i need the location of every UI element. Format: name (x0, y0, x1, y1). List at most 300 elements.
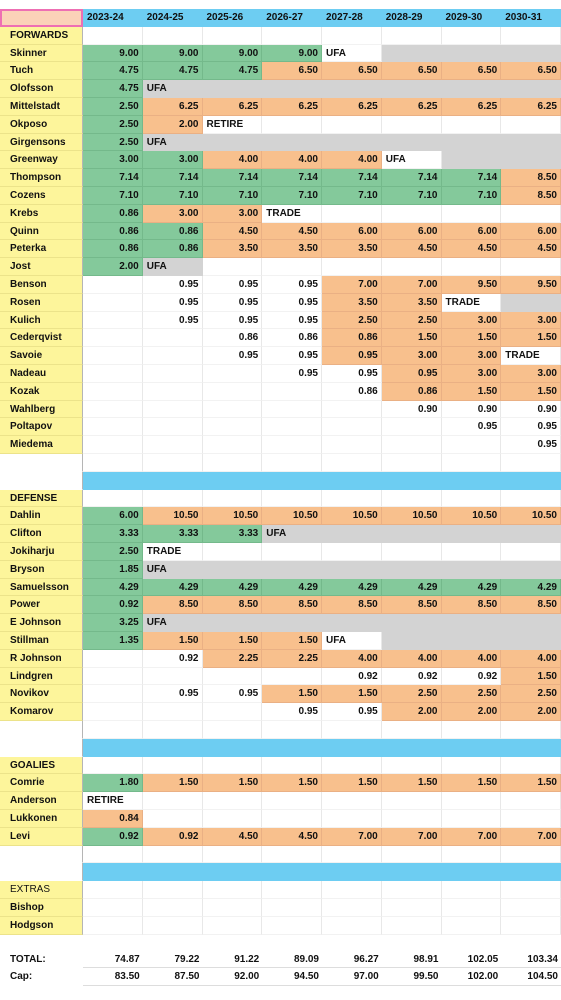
contract-cell[interactable] (143, 668, 203, 686)
empty-cell[interactable] (322, 721, 382, 739)
contract-cell[interactable] (83, 294, 143, 312)
contract-cell[interactable]: 2.00 (501, 703, 561, 721)
contract-cell[interactable] (143, 401, 203, 419)
contract-cell[interactable]: 0.92 (143, 828, 203, 846)
contract-cell[interactable]: 0.95 (262, 294, 322, 312)
contract-cell[interactable] (442, 543, 502, 561)
contract-cell[interactable]: 0.95 (501, 436, 561, 454)
contract-cell[interactable]: 4.75 (203, 62, 263, 80)
empty-cell[interactable] (501, 454, 561, 472)
player-name-cell[interactable]: Lukkonen (0, 810, 83, 828)
contract-cell[interactable] (203, 703, 263, 721)
contract-cell[interactable] (262, 134, 322, 152)
empty-cell[interactable] (203, 27, 263, 45)
contract-cell[interactable]: 7.10 (203, 187, 263, 205)
contract-cell[interactable]: 10.50 (501, 507, 561, 525)
contract-cell[interactable] (143, 418, 203, 436)
contract-cell[interactable]: 8.50 (442, 596, 502, 614)
contract-cell[interactable]: 7.14 (83, 169, 143, 187)
contract-cell[interactable] (322, 80, 382, 98)
contract-cell[interactable]: 4.50 (382, 240, 442, 258)
contract-cell[interactable]: 7.10 (262, 187, 322, 205)
contract-cell[interactable]: 4.00 (322, 650, 382, 668)
empty-cell[interactable] (203, 454, 263, 472)
contract-cell[interactable]: 7.10 (442, 187, 502, 205)
contract-cell[interactable]: 4.50 (262, 828, 322, 846)
contract-cell[interactable]: 2.00 (143, 116, 203, 134)
contract-cell[interactable]: UFA (322, 632, 382, 650)
empty-cell[interactable] (143, 846, 203, 864)
empty-cell[interactable] (382, 27, 442, 45)
separator-band-cell[interactable] (322, 739, 382, 757)
contract-cell[interactable]: 3.33 (83, 525, 143, 543)
contract-cell[interactable] (83, 401, 143, 419)
contract-cell[interactable]: 3.25 (83, 614, 143, 632)
player-name-cell[interactable]: Peterka (0, 240, 83, 258)
contract-cell[interactable] (83, 276, 143, 294)
separator-band-cell[interactable] (203, 472, 263, 490)
contract-cell[interactable] (382, 436, 442, 454)
empty-cell[interactable] (382, 757, 442, 775)
contract-cell[interactable]: 0.86 (143, 240, 203, 258)
contract-cell[interactable] (501, 294, 561, 312)
contract-cell[interactable]: 4.75 (83, 62, 143, 80)
contract-cell[interactable]: 6.25 (322, 98, 382, 116)
contract-cell[interactable]: 1.85 (83, 561, 143, 579)
separator-band-cell[interactable] (442, 863, 502, 881)
player-name-cell[interactable]: Nadeau (0, 365, 83, 383)
separator-band-cell[interactable] (262, 739, 322, 757)
contract-cell[interactable]: 6.25 (382, 98, 442, 116)
separator-band-cell[interactable] (501, 863, 561, 881)
contract-cell[interactable]: 0.86 (83, 205, 143, 223)
player-name-cell[interactable]: Komarov (0, 703, 83, 721)
player-name-cell[interactable] (0, 721, 83, 739)
player-name-cell[interactable]: Bishop (0, 899, 83, 917)
contract-cell[interactable] (501, 632, 561, 650)
contract-cell[interactable]: 1.50 (442, 774, 502, 792)
total-value[interactable]: 89.09 (262, 951, 322, 969)
contract-cell[interactable]: 4.29 (442, 579, 502, 597)
contract-cell[interactable]: 2.50 (83, 543, 143, 561)
contract-cell[interactable]: 1.50 (442, 383, 502, 401)
section-title-extras[interactable]: EXTRAS (0, 881, 83, 899)
separator-band-cell[interactable] (203, 863, 263, 881)
contract-cell[interactable]: 0.95 (203, 312, 263, 330)
separator-band-cell[interactable] (501, 739, 561, 757)
contract-cell[interactable]: 6.50 (382, 62, 442, 80)
contract-cell[interactable] (322, 614, 382, 632)
contract-cell[interactable] (143, 347, 203, 365)
contract-cell[interactable]: 0.92 (442, 668, 502, 686)
contract-cell[interactable] (322, 561, 382, 579)
player-name-cell[interactable]: Power (0, 596, 83, 614)
contract-cell[interactable]: 4.29 (262, 579, 322, 597)
contract-cell[interactable] (442, 614, 502, 632)
empty-cell[interactable] (382, 490, 442, 508)
contract-cell[interactable] (262, 401, 322, 419)
contract-cell[interactable]: 0.95 (143, 294, 203, 312)
contract-cell[interactable] (203, 668, 263, 686)
separator-band-cell[interactable] (442, 472, 502, 490)
contract-cell[interactable]: 4.75 (143, 62, 203, 80)
contract-cell[interactable]: 6.00 (501, 223, 561, 241)
empty-cell[interactable] (262, 27, 322, 45)
empty-cell[interactable] (262, 454, 322, 472)
contract-cell[interactable]: 7.10 (83, 187, 143, 205)
contract-cell[interactable] (262, 917, 322, 935)
contract-cell[interactable]: 8.50 (501, 596, 561, 614)
contract-cell[interactable] (382, 810, 442, 828)
contract-cell[interactable]: TRADE (143, 543, 203, 561)
empty-cell[interactable] (262, 490, 322, 508)
separator-band-cell[interactable] (83, 472, 143, 490)
contract-cell[interactable] (501, 45, 561, 63)
total-value[interactable]: 79.22 (143, 951, 203, 969)
contract-cell[interactable]: 8.50 (501, 187, 561, 205)
contract-cell[interactable]: 4.50 (501, 240, 561, 258)
empty-cell[interactable] (382, 454, 442, 472)
empty-cell[interactable] (262, 721, 322, 739)
separator-band-cell[interactable] (262, 863, 322, 881)
player-name-cell[interactable]: Rosen (0, 294, 83, 312)
contract-cell[interactable] (442, 810, 502, 828)
contract-cell[interactable] (262, 383, 322, 401)
contract-cell[interactable] (501, 116, 561, 134)
contract-cell[interactable]: 7.10 (322, 187, 382, 205)
contract-cell[interactable]: 7.14 (143, 169, 203, 187)
contract-cell[interactable]: 7.14 (203, 169, 263, 187)
contract-cell[interactable] (203, 401, 263, 419)
cap-value[interactable]: 99.50 (382, 968, 442, 986)
empty-cell[interactable] (442, 846, 502, 864)
contract-cell[interactable]: 1.50 (262, 632, 322, 650)
contract-cell[interactable]: 3.50 (322, 294, 382, 312)
cap-label[interactable]: Cap: (0, 968, 83, 986)
contract-cell[interactable] (501, 205, 561, 223)
contract-cell[interactable]: 0.95 (501, 418, 561, 436)
contract-cell[interactable]: 10.50 (262, 507, 322, 525)
contract-cell[interactable] (83, 668, 143, 686)
player-name-cell[interactable]: Cozens (0, 187, 83, 205)
contract-cell[interactable]: 1.50 (143, 632, 203, 650)
player-name-cell[interactable]: Kulich (0, 312, 83, 330)
empty-cell[interactable] (143, 757, 203, 775)
contract-cell[interactable]: 4.00 (501, 650, 561, 668)
contract-cell[interactable]: 7.00 (382, 276, 442, 294)
contract-cell[interactable]: 0.92 (83, 828, 143, 846)
player-name-cell[interactable]: Samuelsson (0, 579, 83, 597)
empty-cell[interactable] (382, 721, 442, 739)
contract-cell[interactable] (442, 45, 502, 63)
contract-cell[interactable]: 6.25 (442, 98, 502, 116)
contract-cell[interactable] (501, 810, 561, 828)
contract-cell[interactable]: 0.92 (322, 668, 382, 686)
contract-cell[interactable] (262, 418, 322, 436)
contract-cell[interactable] (501, 543, 561, 561)
contract-cell[interactable] (203, 436, 263, 454)
contract-cell[interactable]: 2.50 (83, 134, 143, 152)
player-name-cell[interactable]: Savoie (0, 347, 83, 365)
player-name-cell[interactable]: Tuch (0, 62, 83, 80)
contract-cell[interactable]: 9.00 (203, 45, 263, 63)
player-name-cell[interactable]: Dahlin (0, 507, 83, 525)
contract-cell[interactable]: 7.00 (501, 828, 561, 846)
contract-cell[interactable]: 3.00 (442, 365, 502, 383)
player-name-cell[interactable] (0, 472, 83, 490)
contract-cell[interactable]: 7.14 (262, 169, 322, 187)
separator-band-cell[interactable] (83, 739, 143, 757)
contract-cell[interactable]: 9.00 (262, 45, 322, 63)
contract-cell[interactable]: 10.50 (382, 507, 442, 525)
contract-cell[interactable]: 0.86 (322, 383, 382, 401)
contract-cell[interactable]: 0.95 (322, 703, 382, 721)
contract-cell[interactable]: 4.00 (203, 151, 263, 169)
contract-cell[interactable] (203, 614, 263, 632)
empty-cell[interactable] (203, 846, 263, 864)
contract-cell[interactable]: 1.50 (262, 774, 322, 792)
contract-cell[interactable] (83, 436, 143, 454)
total-value[interactable]: 96.27 (322, 951, 382, 969)
section-title-defense[interactable]: DEFENSE (0, 490, 83, 508)
contract-cell[interactable]: 4.50 (203, 828, 263, 846)
contract-cell[interactable] (143, 810, 203, 828)
contract-cell[interactable] (382, 205, 442, 223)
contract-cell[interactable]: 0.86 (382, 383, 442, 401)
contract-cell[interactable]: 3.33 (203, 525, 263, 543)
contract-cell[interactable]: 3.00 (442, 312, 502, 330)
empty-cell[interactable] (382, 881, 442, 899)
contract-cell[interactable]: 3.00 (83, 151, 143, 169)
separator-band-cell[interactable] (203, 739, 263, 757)
contract-cell[interactable]: UFA (143, 134, 203, 152)
contract-cell[interactable]: 3.50 (322, 240, 382, 258)
contract-cell[interactable] (501, 134, 561, 152)
contract-cell[interactable]: 8.50 (501, 169, 561, 187)
contract-cell[interactable]: 1.80 (83, 774, 143, 792)
contract-cell[interactable]: 0.90 (382, 401, 442, 419)
contract-cell[interactable]: 7.00 (382, 828, 442, 846)
contract-cell[interactable] (442, 151, 502, 169)
contract-cell[interactable] (83, 899, 143, 917)
contract-cell[interactable]: RETIRE (83, 792, 143, 810)
empty-cell[interactable] (262, 757, 322, 775)
player-name-cell[interactable]: Okposo (0, 116, 83, 134)
contract-cell[interactable]: 9.00 (83, 45, 143, 63)
empty-cell[interactable] (501, 721, 561, 739)
contract-cell[interactable]: 9.50 (442, 276, 502, 294)
player-name-cell[interactable]: Hodgson (0, 917, 83, 935)
contract-cell[interactable] (501, 792, 561, 810)
contract-cell[interactable]: 0.95 (382, 365, 442, 383)
contract-cell[interactable] (262, 561, 322, 579)
contract-cell[interactable]: 4.29 (501, 579, 561, 597)
contract-cell[interactable]: 0.86 (83, 223, 143, 241)
contract-cell[interactable]: 2.00 (382, 703, 442, 721)
empty-cell[interactable] (83, 846, 143, 864)
contract-cell[interactable]: 0.95 (203, 294, 263, 312)
cap-value[interactable]: 87.50 (143, 968, 203, 986)
player-name-cell[interactable]: Skinner (0, 45, 83, 63)
empty-cell[interactable] (83, 490, 143, 508)
player-name-cell[interactable]: Mittelstadt (0, 98, 83, 116)
total-value[interactable]: 74.87 (83, 951, 143, 969)
contract-cell[interactable] (203, 134, 263, 152)
empty-cell[interactable] (382, 846, 442, 864)
total-value[interactable]: 103.34 (501, 951, 561, 969)
contract-cell[interactable]: 0.86 (83, 240, 143, 258)
contract-cell[interactable]: UFA (382, 151, 442, 169)
contract-cell[interactable]: TRADE (262, 205, 322, 223)
contract-cell[interactable] (382, 134, 442, 152)
contract-cell[interactable]: 8.50 (203, 596, 263, 614)
contract-cell[interactable]: 0.92 (143, 650, 203, 668)
contract-cell[interactable] (83, 329, 143, 347)
player-name-cell[interactable]: Stillman (0, 632, 83, 650)
contract-cell[interactable] (501, 561, 561, 579)
contract-cell[interactable] (203, 543, 263, 561)
contract-cell[interactable]: 1.50 (501, 668, 561, 686)
separator-band-cell[interactable] (501, 472, 561, 490)
contract-cell[interactable]: 2.25 (262, 650, 322, 668)
contract-cell[interactable]: 10.50 (442, 507, 502, 525)
contract-cell[interactable]: 1.35 (83, 632, 143, 650)
contract-cell[interactable]: UFA (143, 80, 203, 98)
cap-value[interactable]: 94.50 (262, 968, 322, 986)
contract-cell[interactable]: 6.50 (322, 62, 382, 80)
empty-cell[interactable] (322, 846, 382, 864)
contract-cell[interactable]: 4.29 (203, 579, 263, 597)
contract-cell[interactable]: UFA (262, 525, 322, 543)
contract-cell[interactable]: 0.95 (262, 365, 322, 383)
contract-cell[interactable] (322, 543, 382, 561)
contract-cell[interactable] (262, 80, 322, 98)
separator-band-cell[interactable] (322, 472, 382, 490)
contract-cell[interactable] (442, 134, 502, 152)
contract-cell[interactable]: 0.95 (203, 347, 263, 365)
contract-cell[interactable] (262, 899, 322, 917)
player-name-cell[interactable] (0, 739, 83, 757)
contract-cell[interactable]: TRADE (501, 347, 561, 365)
empty-cell[interactable] (442, 454, 502, 472)
cap-value[interactable]: 104.50 (501, 968, 561, 986)
contract-cell[interactable] (442, 258, 502, 276)
contract-cell[interactable] (382, 792, 442, 810)
contract-cell[interactable]: 7.10 (382, 187, 442, 205)
contract-cell[interactable]: 4.29 (143, 579, 203, 597)
contract-cell[interactable] (143, 899, 203, 917)
contract-cell[interactable] (83, 312, 143, 330)
contract-cell[interactable]: 0.86 (322, 329, 382, 347)
contract-cell[interactable]: 3.33 (143, 525, 203, 543)
empty-cell[interactable] (442, 490, 502, 508)
contract-cell[interactable] (442, 632, 502, 650)
contract-cell[interactable]: 1.50 (203, 632, 263, 650)
contract-cell[interactable] (382, 632, 442, 650)
separator-band-cell[interactable] (83, 863, 143, 881)
contract-cell[interactable]: 3.00 (203, 205, 263, 223)
contract-cell[interactable]: 6.00 (442, 223, 502, 241)
contract-cell[interactable] (382, 543, 442, 561)
contract-cell[interactable] (262, 614, 322, 632)
contract-cell[interactable]: 4.75 (83, 80, 143, 98)
player-name-cell[interactable]: Greenway (0, 151, 83, 169)
contract-cell[interactable]: 1.50 (382, 774, 442, 792)
contract-cell[interactable] (322, 810, 382, 828)
contract-cell[interactable] (442, 561, 502, 579)
player-name-cell[interactable]: Cederqvist (0, 329, 83, 347)
player-name-cell[interactable]: R Johnson (0, 650, 83, 668)
contract-cell[interactable] (262, 792, 322, 810)
contract-cell[interactable] (143, 383, 203, 401)
contract-cell[interactable]: 8.50 (382, 596, 442, 614)
contract-cell[interactable] (322, 205, 382, 223)
contract-cell[interactable]: 6.00 (83, 507, 143, 525)
contract-cell[interactable]: 2.50 (83, 98, 143, 116)
contract-cell[interactable]: 0.92 (83, 596, 143, 614)
empty-cell[interactable] (501, 881, 561, 899)
contract-cell[interactable]: 4.50 (203, 223, 263, 241)
player-name-cell[interactable] (0, 863, 83, 881)
contract-cell[interactable] (501, 525, 561, 543)
contract-cell[interactable]: 6.25 (262, 98, 322, 116)
contract-cell[interactable] (322, 792, 382, 810)
contract-cell[interactable] (83, 685, 143, 703)
contract-cell[interactable]: 4.29 (382, 579, 442, 597)
contract-cell[interactable] (262, 258, 322, 276)
contract-cell[interactable]: 2.50 (382, 685, 442, 703)
contract-cell[interactable] (203, 418, 263, 436)
contract-cell[interactable]: 1.50 (501, 383, 561, 401)
contract-cell[interactable] (262, 668, 322, 686)
season-header-2023-24[interactable]: 2023-24 (83, 9, 143, 27)
contract-cell[interactable] (262, 810, 322, 828)
empty-cell[interactable] (203, 490, 263, 508)
contract-cell[interactable]: 0.92 (382, 668, 442, 686)
empty-cell[interactable] (442, 721, 502, 739)
contract-cell[interactable] (322, 899, 382, 917)
contract-cell[interactable]: 0.95 (143, 312, 203, 330)
cap-value[interactable]: 97.00 (322, 968, 382, 986)
contract-cell[interactable]: UFA (143, 561, 203, 579)
contract-cell[interactable] (442, 917, 502, 935)
separator-band-cell[interactable] (143, 739, 203, 757)
contract-cell[interactable]: UFA (322, 45, 382, 63)
contract-cell[interactable]: 7.00 (322, 276, 382, 294)
contract-cell[interactable]: 0.95 (203, 685, 263, 703)
contract-cell[interactable] (322, 134, 382, 152)
contract-cell[interactable] (83, 418, 143, 436)
contract-cell[interactable] (501, 80, 561, 98)
separator-band-cell[interactable] (143, 472, 203, 490)
contract-cell[interactable] (203, 80, 263, 98)
contract-cell[interactable]: 3.00 (143, 205, 203, 223)
contract-cell[interactable] (442, 80, 502, 98)
empty-cell[interactable] (83, 721, 143, 739)
contract-cell[interactable]: RETIRE (203, 116, 263, 134)
player-name-cell[interactable]: Olofsson (0, 80, 83, 98)
contract-cell[interactable] (203, 561, 263, 579)
contract-cell[interactable] (442, 436, 502, 454)
contract-cell[interactable]: 9.00 (143, 45, 203, 63)
contract-cell[interactable] (203, 258, 263, 276)
contract-cell[interactable]: 9.50 (501, 276, 561, 294)
contract-cell[interactable] (382, 899, 442, 917)
contract-cell[interactable]: 6.00 (322, 223, 382, 241)
contract-cell[interactable]: 6.50 (442, 62, 502, 80)
contract-cell[interactable]: 4.00 (322, 151, 382, 169)
empty-cell[interactable] (442, 757, 502, 775)
